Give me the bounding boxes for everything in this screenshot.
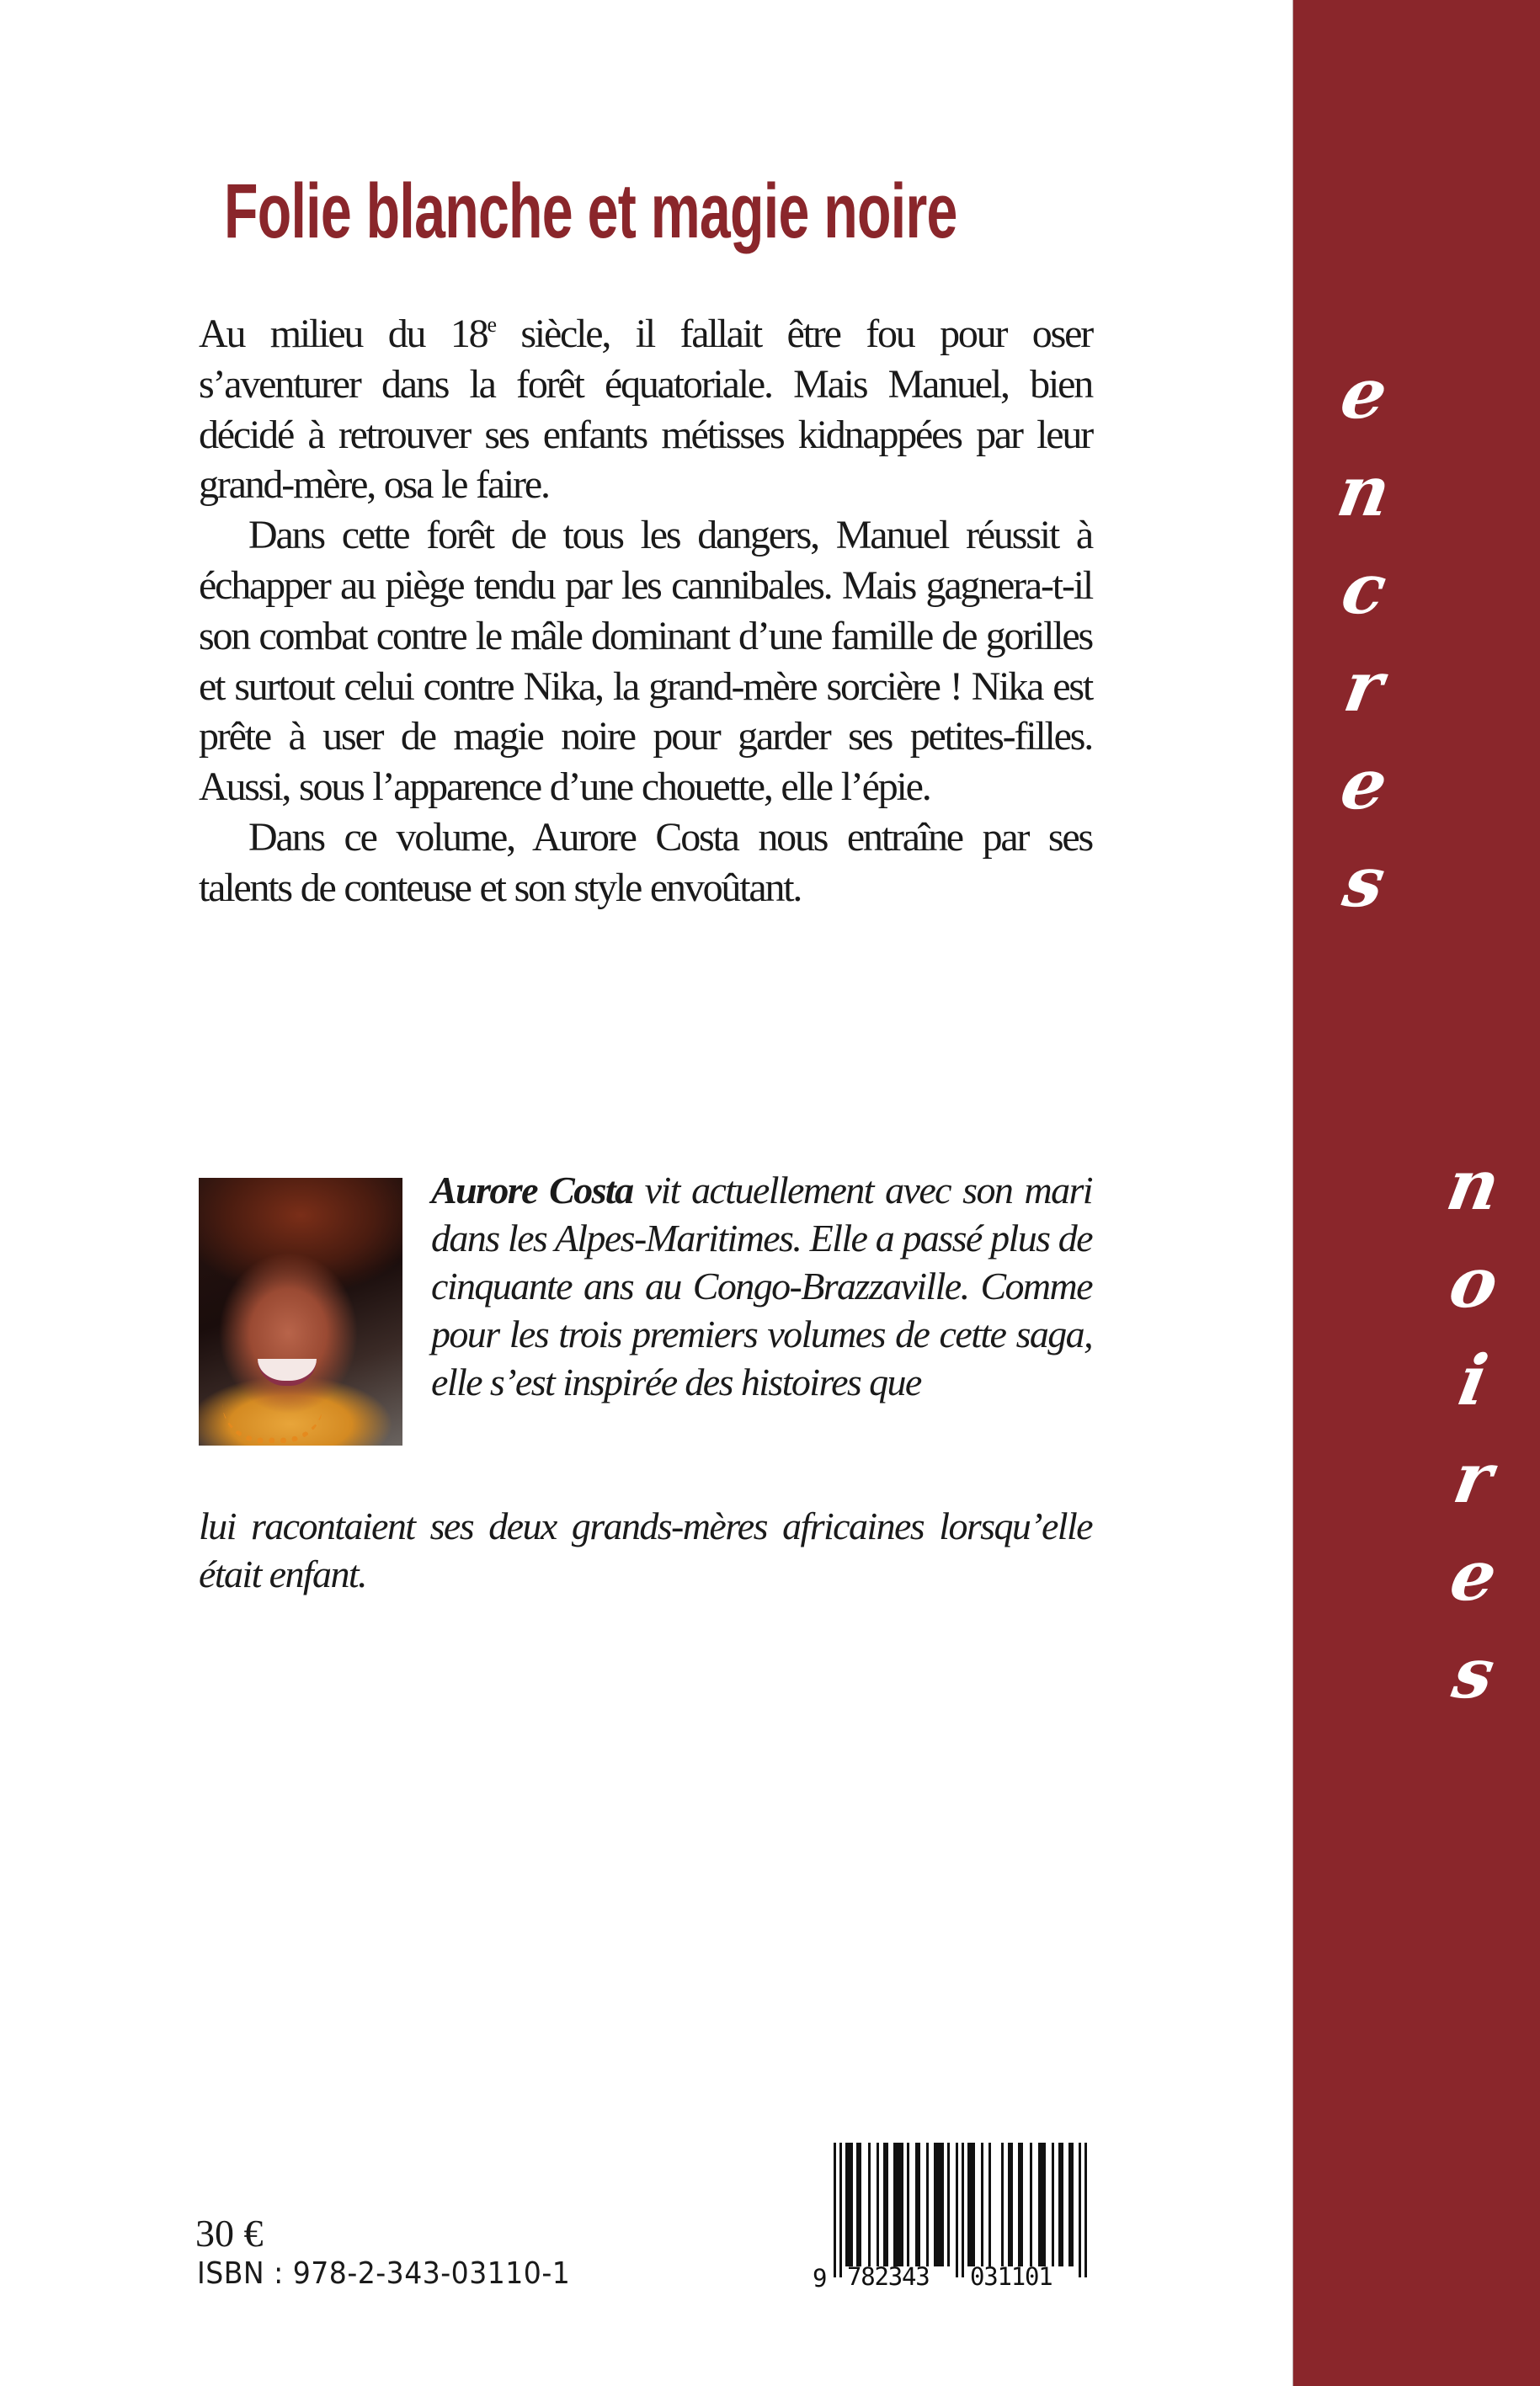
bio-paragraph [431,1166,1092,1406]
blurb-paragraph-1 [199,309,1092,510]
isbn: ISBN : 978-2-343-03110-1 [197,2256,571,2291]
blurb-paragraph-2: Dans cette forêt de tous les dangers, Manuel réussit à échapper au piège tendu par les cannibales. Mais gagnera-t-il son combat contre le mâle dominant d’une famille de gorilles et surtout celui contre Nika, la grand-mère sorcière ! Nika est prête à user de magie noire pour garder ses petites-filles. Aussi, sous l’apparence d’une chouette, elle l’épie. [199,513,1092,810]
author-name: Aurore Costa [431,1169,633,1212]
logo-letter: n [1331,451,1397,532]
blurb-text: siècle, il fallait être fou pour oser s’aventurer dans la forêt équatoriale. Mais Manuel, bien décidé à retrouver ses enfants métisses kidnappées par leur grand-mère, osa le faire. [199,312,1092,508]
logo-letter: o [1443,1243,1504,1323]
collection-word-noires [1436,1137,1511,1723]
logo-letter: c [1335,549,1393,630]
photo-detail-necklace [222,1403,323,1443]
bio-text-full-width: lui racontaient ses deux grands-mères africaines lorsqu’elle était enfant. [199,1505,1092,1595]
logo-letter: e [1335,354,1393,434]
barcode [811,2138,1101,2294]
barcode-lead-digit: 9 [813,2264,828,2293]
blurb-paragraph-3: Dans ce volume, Aurore Costa nous entraîne par ses talents de conteuse et son style envoûtant. [199,814,1092,910]
blurb [199,309,1092,913]
author-photo [199,1178,402,1446]
logo-letter: e [1335,744,1393,825]
logo-letter: r [1338,647,1390,727]
logo-letter: s [1447,1633,1500,1714]
author-bio-text [199,1166,1092,1595]
photo-detail-smile [258,1359,317,1386]
logo-letter: n [1441,1145,1506,1226]
price: 30 € [195,2212,264,2255]
logo-letter: i [1452,1340,1495,1421]
collection-word-encres [1326,345,1402,931]
author-bio [199,1166,1092,1595]
blurb-text: Au milieu du 18 [199,312,488,356]
book-title: Folie blanche et magie noire [224,168,957,254]
barcode-digits-right: 031101 [970,2262,1052,2291]
collection-logo [1292,0,1540,2386]
barcode-digits-left: 782343 [847,2262,930,2291]
ordinal-superscript: e [487,312,495,337]
bio-text-beside-photo: vit actuellement avec son mari dans les Alpes-Maritimes. Elle a passé plus de cinquante ans au Congo-Brazzaville. Comme pour les trois premiers volumes de cette saga, elle s’est inspirée des histoires que [431,1169,1092,1403]
logo-letter: r [1447,1438,1500,1519]
logo-letter: s [1337,842,1391,923]
logo-letter: e [1444,1536,1503,1616]
